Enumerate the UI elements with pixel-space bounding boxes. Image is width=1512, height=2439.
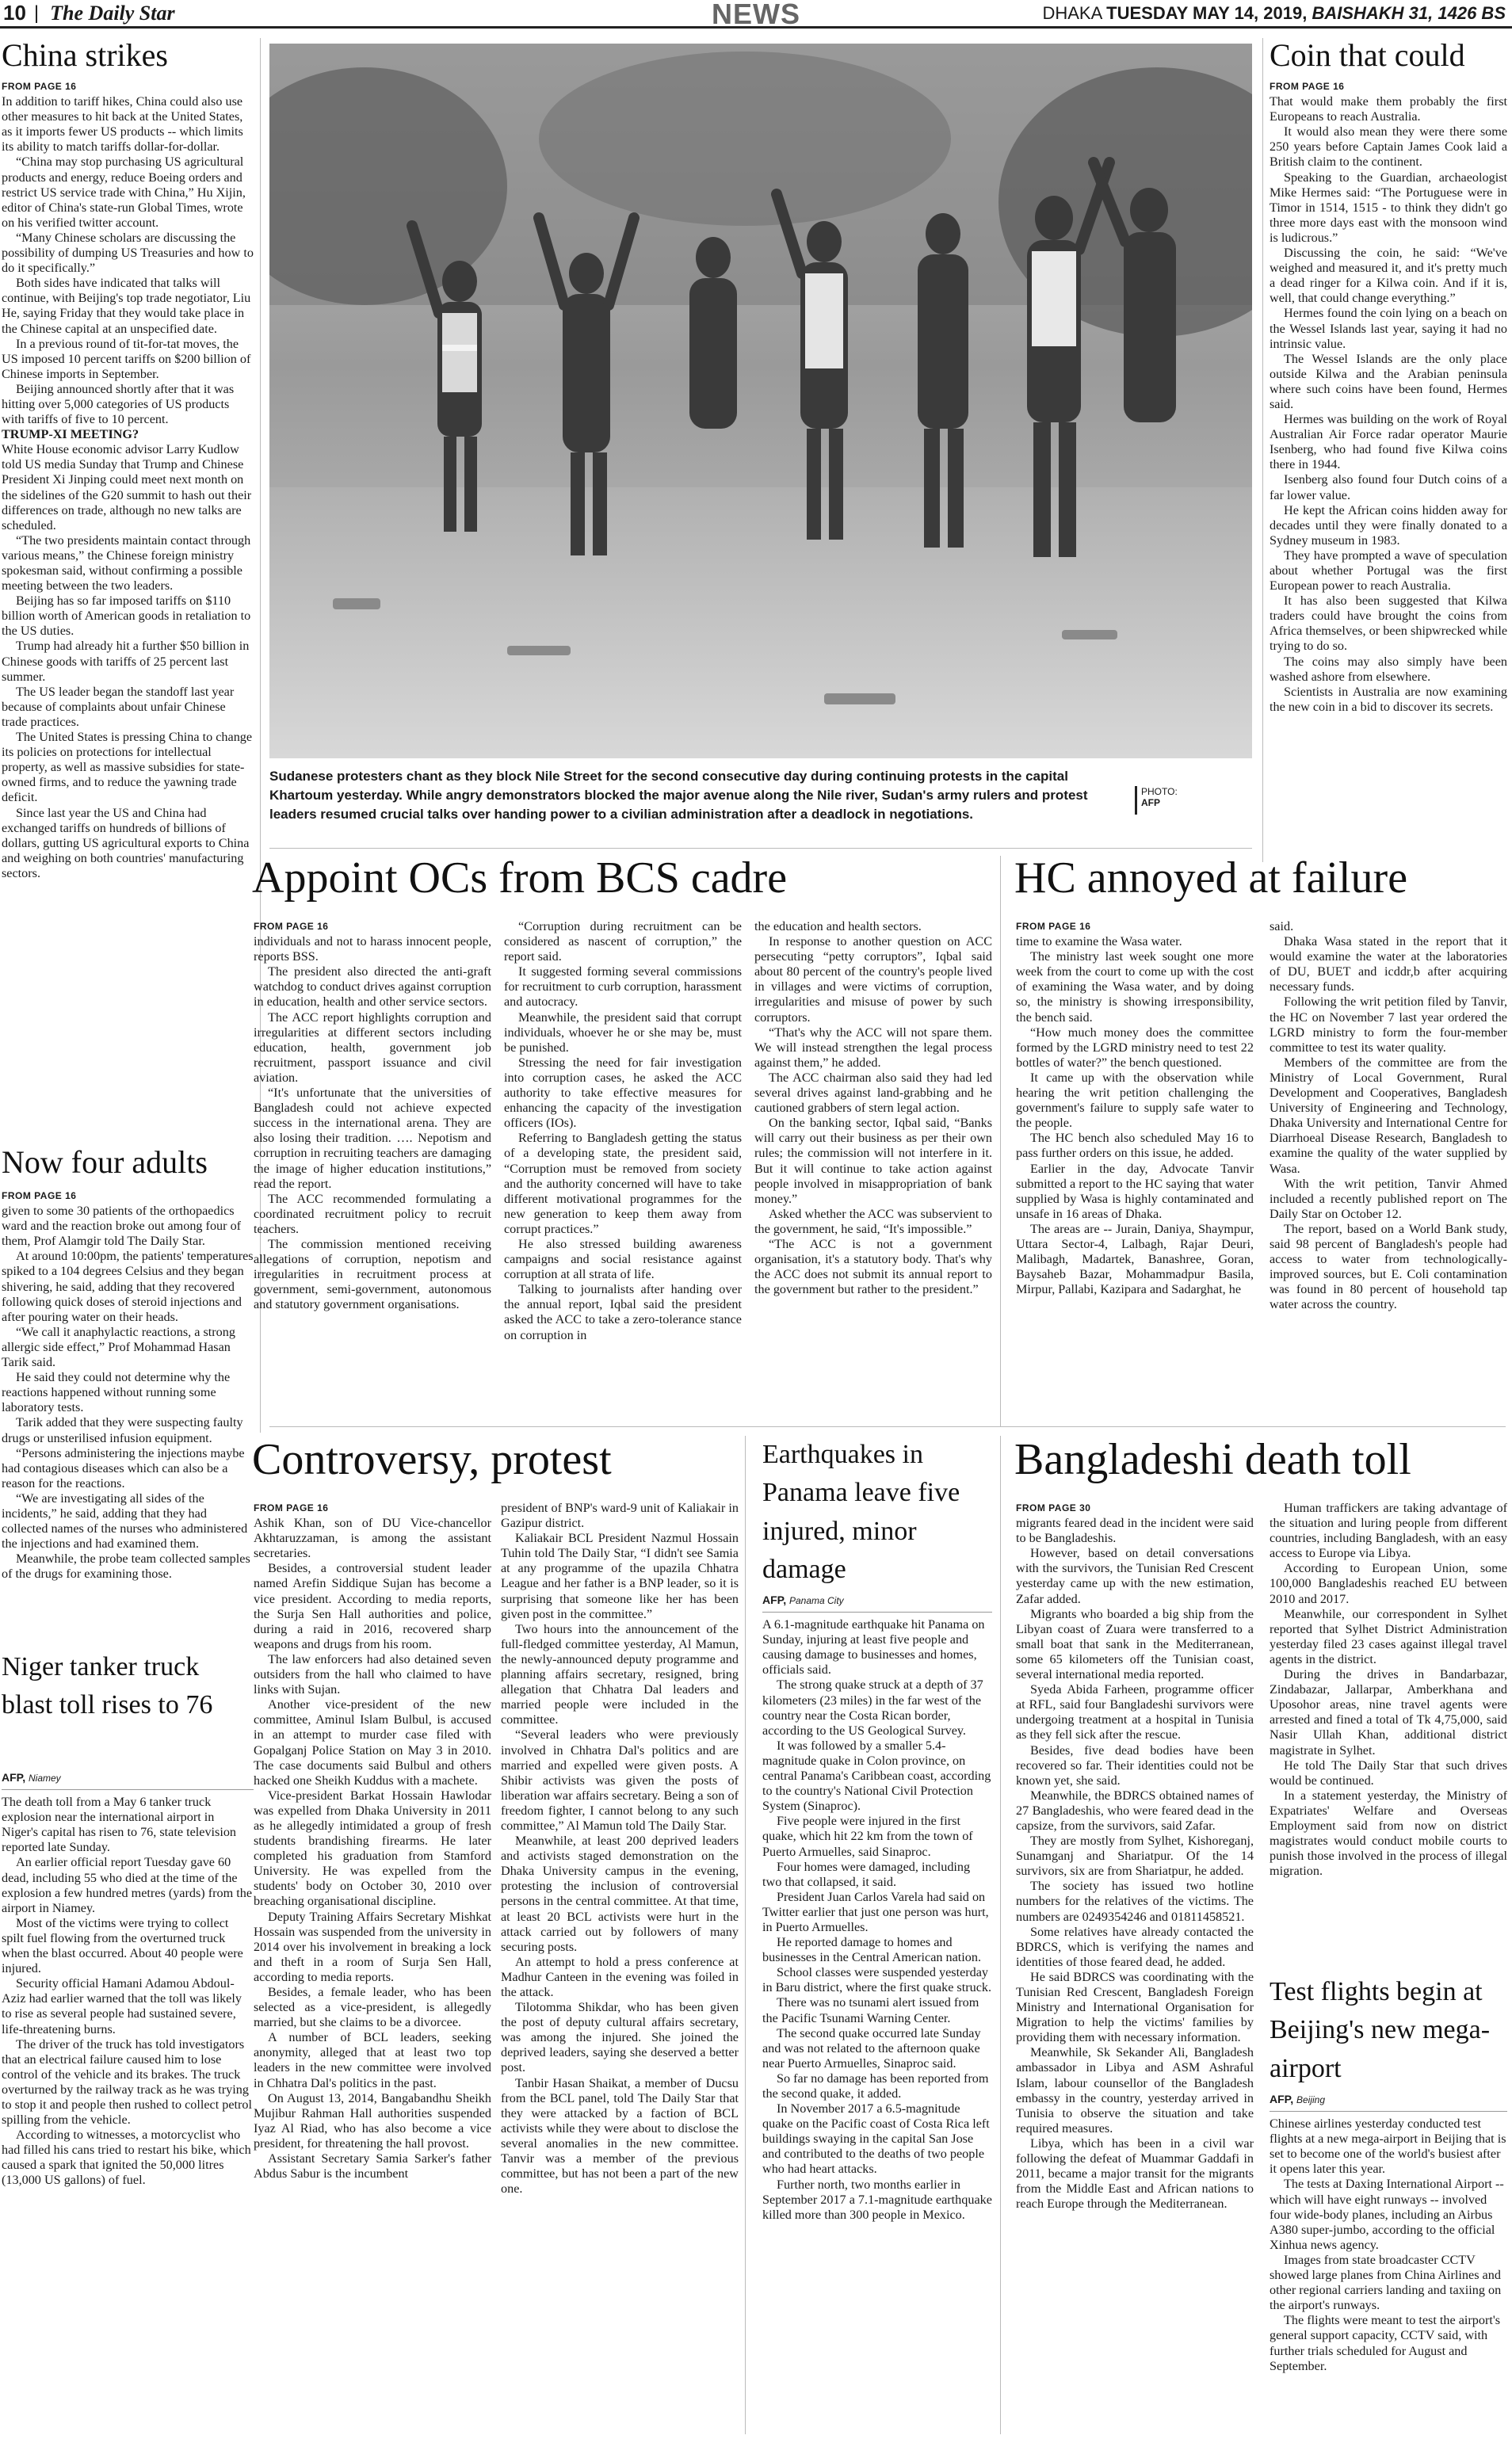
byline-rule — [2, 1789, 254, 1790]
paragraph: Meanwhile, at least 200 deprived leaders and activists staged demonstration on the Dhaka University campus in the evening, protesting the inclusion of controversial persons in the central committee. At that time, at least 20 BCL activists were hurt in the attack carried out by followers of many securing posts. — [501, 1834, 739, 1954]
column-rule — [745, 1436, 746, 2434]
controversy-column-2 — [501, 1501, 739, 2436]
paragraph: He said they could not determine why the reactions happened without running some laboratory tests. — [2, 1370, 231, 1415]
paragraph: the education and health sectors. — [754, 919, 922, 933]
byline-rule — [1270, 2111, 1507, 2112]
paragraph: Besides, five dead bodies have been recovered so far. Their identities could not be known yet, she said. — [1016, 1742, 1254, 1788]
credit-divider — [1135, 786, 1137, 815]
paragraph: Five people were injured in the first quake, which hit 22 km from the town of Puerto Armuelles, said Sinaproc. — [762, 1814, 973, 1859]
paragraph: According to witnesses, a motorcyclist who had filled his cans tried to restart his bike, which caused a spark that ignited the 50,000 litres (13,000 US gallons) of fuel. — [2, 2128, 251, 2188]
paragraph: Beijing announced shortly after that it was hitting over 5,000 categories of US products with tariffs of five to 10 percent. — [2, 381, 235, 427]
paragraph: On August 13, 2014, Bangabandhu Sheikh Mujibur Rahman Hall authorities suspended Iyaz Al Riad, who has also become a vice president, for threatening the hall provost. — [254, 2090, 491, 2151]
paragraph: Vice-president Barkat Hossain Hawlodar was expelled from Dhaka University in 2011 as he allegedly intimidated a group of fresh students brandishing firearms. He later completed his graduation from Stamford University. He was expelled from the students' body on October 30, 2010 over breaching organisational discipline. — [254, 1788, 491, 1909]
paragraph: That would make them probably the first Europeans to reach Australia. — [1270, 94, 1507, 124]
paragraph: White House economic advisor Larry Kudlow told US media Sunday that Trump and Chinese President Xi Jinping could meet next month on the sidelines of the G20 summit to hash out their differences on trade, although no new talks are scheduled. — [2, 442, 252, 532]
subhead: TRUMP-XI MEETING? — [2, 427, 139, 442]
ocs-headline: Appoint OCs from BCS cadre — [252, 853, 788, 903]
byline-place: Beijing — [1296, 2094, 1326, 2105]
paragraph: “We call it anaphylactic reactions, a strong allergic side effect,” Prof Mohammad Hasan Tarik said. — [2, 1324, 235, 1370]
flights-headline: Test flights begin at Beijing's new mega-airport — [1270, 1977, 1491, 2083]
ocs-column-2 — [504, 919, 742, 1426]
paragraph: “How much money does the committee formed by the LGRD ministry need to test 22 bottles of water?” the bench questioned. — [1016, 1025, 1254, 1070]
paragraph: individuals and not to harass innocent people, reports BSS. — [254, 934, 491, 964]
paragraph: “Many Chinese scholars are discussing the possibility of dumping US Treasuries and how to do it specifically.” — [2, 230, 254, 276]
paragraph: Two hours into the announcement of the full-fledged committee yesterday, Al Mamun, the newly-announced deputy programme and planning affairs secretary, resigned, bring allegation that Chhatra Dal leaders and married people were included in the committee. — [501, 1621, 739, 1727]
paragraph: Syeda Abida Farheen, programme officer at RFL, said four Bangladeshi survivors were undergoing treatment at a hospital in Tunisia as they fell sick after the rescue. — [1016, 1682, 1254, 1742]
byline-place: Niamey — [28, 1773, 61, 1784]
paragraph: time to examine the Wasa water. — [1016, 934, 1182, 949]
paragraph: He kept the African coins hidden away for decades until they were finally donated to a Sydney museum in 1983. — [1270, 502, 1507, 548]
paragraph: The second quake occurred late Sunday and was not related to the afternoon quake near Puerto Armuelles, Sinaproc said. — [762, 2025, 981, 2071]
paragraph: Both sides have indicated that talks will continue, with Beijing's top trade negotiator, Liu He, saying Friday that they would take place in the Chinese capital at an unspecified date. — [2, 276, 251, 336]
paragraph: According to European Union, some 100,000 Bangladeshis reached EU between 2010 and 2017. — [1270, 1561, 1507, 1606]
paragraph: “The two presidents maintain contact through various means,” the Chinese foreign ministry spokesman said, without confirming a possible meeting between the two leaders. — [2, 532, 251, 594]
death-column-1 — [1016, 1501, 1254, 2436]
paragraph: On the banking sector, Iqbal said, “Banks will carry out their business as per their own rules; the commission will not interfere in it. But it will continue to take action against people involved in misappropriation of bank money.” — [754, 1116, 992, 1206]
paragraph: The ACC recommended formulating a coordinated recruitment policy to recruit teachers. — [254, 1191, 491, 1236]
paragraph: Kaliakair BCL President Nazmul Hossain Tuhin told The Daily Star, “I didn't see Samia at any programme of the upazila Chhatra League and her father is a BNP leader, so it is surprising that someone like her has been given post in the committee.” — [501, 1531, 739, 1621]
paragraph: Following the writ petition filed by Tanvir, the HC on November 7 last year ordered the LGRD ministry to form the four-member committee to test its water quality. — [1270, 994, 1507, 1055]
paragraph: The law enforcers had also detained seven outsiders from the hall who claimed to have links with Sujan. — [254, 1651, 491, 1697]
byline — [1270, 2092, 1507, 2108]
paragraph: The US leader began the standoff last year because of complaints about unfair Chinese trade practices. — [2, 684, 235, 729]
paragraph: Discussing the coin, he said: “We've weighed and measured it, and it's pretty much a dead ringer for a Kilwa coin. And if it is, well, that could change everything.” — [1270, 246, 1507, 306]
dateline-bangla: BAISHAKH 31, 1426 BS — [1312, 3, 1506, 23]
quake-article — [762, 1593, 992, 2436]
paragraph: However, based on detail conversations with the survivors, the Tunisian Red Crescent yesterday came up with the new estimation, Zafar added. — [1016, 1546, 1254, 1606]
paragraph: Some relatives have already contacted the BDRCS, which is verifying the names and identities of those feared dead, he added. — [1016, 1924, 1254, 1969]
paragraph: migrants feared dead in the incident were said to be Bangladeshis. — [1016, 1516, 1254, 1546]
paragraph: The president also directed the anti-graft watchdog to conduct drives against corruption in education, health and other service sectors. — [254, 964, 491, 1010]
ocs-column-1 — [254, 919, 491, 1426]
paragraph: In November 2017 a 6.5-magnitude quake on the Pacific coast of Costa Rica left buildings swaying in the capital San Jose and contributed to the deaths of two people who had heart attacks. — [762, 2101, 990, 2177]
byline-rule — [762, 1612, 992, 1613]
from-page: FROM PAGE 16 — [2, 1190, 77, 1201]
byline-agency: AFP, — [2, 1771, 26, 1784]
byline-agency: AFP, — [762, 1594, 787, 1606]
paragraph: It would also mean they were there some 250 years before Captain James Cook laid a British claim to the continent. — [1270, 124, 1507, 170]
from-page: FROM PAGE 16 — [254, 921, 329, 932]
paragraph: During the drives in Bandarbazar, Zindabazar, Jallarpar, Amberkhana and Uposohor areas, nine travel agents were arrested and fined a total of Tk 4,75,000, said Nasir Ullah Khan, additional district magistrate in Sylhet. — [1270, 1667, 1507, 1758]
china-article — [2, 79, 254, 1137]
protest-photo — [269, 44, 1252, 758]
from-page: FROM PAGE 16 — [2, 81, 77, 92]
paragraph: It came up with the observation while hearing the writ petition challenging the government's failure to supply safe water to the people. — [1016, 1070, 1254, 1131]
paragraph: He reported damage to homes and businesses in the Central American nation. — [762, 1935, 982, 1965]
paragraph: The driver of the truck has told investigators that an electrical failure caused him to lose control of the vehicle and its brakes. The truck overturned by the railway track as he was trying to stop it and people then rushed to collect petrol spilling from the vehicle. — [2, 2036, 253, 2128]
column-rule — [1000, 1436, 1001, 2434]
paragraph: Speaking to the Guardian, archaeologist Mike Hermes said: “The Portuguese were in Timor in 1514, 1515 - to think they didn't go three more days east with the monsoon wind is ludicrous.” — [1270, 170, 1507, 245]
paragraph: In a previous round of tit-for-tat moves, the US imposed 10 percent tariffs on $200 billion of Chinese imports in September. — [2, 336, 251, 381]
paragraph: There was no tsunami alert issued from the Pacific Tsunami Warning Center. — [762, 1995, 979, 2025]
paragraph: The report, based on a World Bank study, said 98 percent of Bangladesh's people had access to water from technologically-improved sources, but E. Coli contamination was found in 80 percent of household tap water across the country. — [1270, 1221, 1507, 1312]
paragraph: Images from state broadcaster CCTV showed large planes from China Airlines and other regional carriers landing and taxiing on the airport's runways. — [1270, 2252, 1502, 2313]
from-page: FROM PAGE 16 — [1270, 81, 1345, 92]
paragraph: In addition to tariff hikes, China could also use other measures to hit back at the United States, as it imports fewer US products -- which limits its ability to match tariffs dollar-for-dollar. — [2, 94, 243, 155]
paragraph: Assistant Secretary Samia Sarker's father Abdus Sabur is the incumbent — [254, 2151, 491, 2181]
paragraph: Another vice-president of the new committee, Aminul Islam Bulbul, is accused in an attempt to murder case filed with Gopalganj Police Station on May 3 in 2010. The case documents said Bulbul and others hacked one Sheikh Kuddus with a machete. — [254, 1697, 491, 1788]
paragraph: The United States is pressing China to change its policies on protections for intellectual property, as well as massive subsidies for state-owned firms, and to reduce the yawning trade deficit. — [2, 730, 253, 805]
hc-headline: HC annoyed at failure — [1014, 853, 1408, 903]
paragraph: The areas are -- Jurain, Daniya, Shaympur, Uttara Sector-4, Lalbagh, Rajar Deuri, Malibagh, Madartek, Banashree, Goran, Baysaheb Bazar, Mohammadpur Basila, Mirpur, Pallabi, Kazipara and Sadarghat, he — [1016, 1221, 1254, 1297]
paragraph: Tilotomma Shikdar, who has been given the post of deputy cultural affairs secretary, was among the injured. She joined the deprived leaders, saying she deserved a better post. — [501, 2000, 739, 2075]
paragraph: “Several leaders who were previously involved in Chhatra Dal's politics and are married and expelled were given posts. A Shibir activists was given the posts of liberation war affairs secretary. Being a son of freedom fighter, I cannot belong to any such committee,” Al Mamun told The Daily Star. — [501, 1727, 739, 1833]
ocs-column-3 — [754, 919, 992, 1426]
paragraph: A number of BCL leaders, seeking anonymity, alleged that at least two top leaders in the new committee were involved in Chhatra Dal's politics in the past. — [254, 2030, 491, 2090]
paragraph: At around 10:00pm, the patients' temperatures spiked to a 104 degrees Celsius and they began shivering, he said, adding that they recovered following quick doses of steroid injections and after pouring water on their heads. — [2, 1249, 254, 1324]
photo-credit — [1141, 786, 1178, 808]
paragraph: The strong quake struck at a depth of 37 kilometers (23 miles) in the far west of the country near the Costa Rican border, according to the US Geological Survey. — [762, 1678, 983, 1738]
paragraph: Talking to journalists after handing over the annual report, Iqbal said the president asked the ACC to take a zero-tolerance stance on corruption in — [504, 1282, 742, 1342]
paragraph: In a statement yesterday, the Ministry of Expatriates' Welfare and Overseas Employment said from now on district magistrates would conduct mobile courts to punish those involved in the process of illegal migration. — [1270, 1788, 1507, 1879]
column-rule — [1262, 38, 1263, 862]
credit-source: AFP — [1141, 797, 1160, 808]
byline-agency: AFP, — [1270, 2093, 1294, 2105]
paragraph: Meanwhile, our correspondent in Sylhet reported that Sylhet District Administration yesterday filed 23 cases against illegal travel agents in the district. — [1270, 1606, 1507, 1666]
paragraph: Tanbir Hasan Shaikat, a member of Ducsu from the BCL panel, told The Daily Star that they were attacked by a faction of BCL activists while they were about to disclose the several anomalies in the new committee. Tanvir was a member of the previous committee, but has not been a part of the new one. — [501, 2075, 739, 2197]
paragraph: “That's why the ACC will not spare them. We will instead strengthen the legal process against them,” he added. — [754, 1025, 992, 1070]
paragraph: Since last year the US and China had exchanged tariffs on hundreds of billions of dollars, gutting US agricultural exports to China and weighing on both countries' manufacturing sectors. — [2, 805, 250, 880]
paragraph: Members of the committee are from the Ministry of Local Government, Rural Development and Cooperatives, Bangladesh University of Engineering and Technology, Dhaka University and International Centre for Diarrhoeal Disease Research, Bangladesh to examine the quality of the water supplied by Wasa. — [1270, 1055, 1507, 1176]
paragraph: So far no damage has been reported from the second quake, it added. — [762, 2071, 989, 2101]
paragraph: It has also been suggested that Kilwa traders could have brought the coins from Africa themselves, or been shipwrecked while trying to do so. — [1270, 594, 1507, 654]
paragraph: Migrants who boarded a big ship from the Libyan coast of Zuara were transferred to a small boat that sank in the Mediterranean, some 65 kilometers off the Tunisian coast, several international media reported. — [1016, 1606, 1254, 1682]
paragraph: said. — [1270, 919, 1294, 933]
paragraph: Besides, a controversial student leader named Arefin Siddique Sujan has become a vice president. According to media reports, the Surja Sen Hall authorities and police, during a raid in 2016, recovered sharp weapons and drugs from his room. — [254, 1561, 491, 1651]
adults-article — [2, 1189, 254, 1644]
paragraph: Ashik Khan, son of DU Vice-chancellor Akhtaruzzaman, is among the assistant secretaries. — [254, 1516, 491, 1561]
paragraph: It suggested forming several commissions for recruitment to curb corruption, harassment and autocracy. — [504, 964, 742, 1010]
paragraph: Meanwhile, the probe team collected samples of the drugs for examining those. — [2, 1552, 250, 1582]
dateline — [1042, 3, 1506, 24]
paragraph: Beijing has so far imposed tariffs on $110 billion worth of American goods in retaliation to the US duties. — [2, 594, 251, 639]
byline — [2, 1770, 254, 1786]
paragraph: Tarik added that they were suspecting faulty drugs or unsterilised infusion equipment. — [2, 1415, 243, 1445]
from-page: FROM PAGE 16 — [254, 1502, 329, 1513]
paragraph: Security official Hamani Adamou Abdoul-Aziz had earlier warned that the toll was likely to rise as several people had sustained severe, life-threatening burns. — [2, 1976, 242, 2036]
paragraph: “The ACC is not a government organisation, it's a statutory body. That's why the ACC does not submit its annual report to the government but rather to the president.” — [754, 1236, 992, 1297]
paragraph: The ministry last week sought one more week from the court to come up with the cost of examining the Wasa water, and by doing so, the ministry is showing irresponsibility, the bench said. — [1016, 949, 1254, 1025]
controversy-headline: Controversy, protest — [252, 1435, 612, 1484]
credit-label: PHOTO: — [1141, 786, 1178, 797]
photo-caption: Sudanese protesters chant as they block Nile Street for the second consecutive day during continuing protests in the capital Khartoum yesterday. While angry demonstrators blocked the major avenue along the Nile river, Sudan's army rulers and protest leaders resumed crucial talks over handing power to a civilian administration after a deadlock in negotiations. — [269, 769, 1088, 822]
paragraph: The flights were meant to test the airport's general support capacity, CCTV said, with further trials scheduled for August and September. — [1270, 2313, 1501, 2373]
paragraph: Further north, two months earlier in September 2017 a 7.1-magnitude earthquake killed more than 300 people in Mexico. — [762, 2177, 992, 2222]
paragraph: “Corruption during recruitment can be considered as nascent of corruption,” the report said. — [504, 919, 742, 964]
paragraph: The commission mentioned receiving allegations of corruption, nepotism and irregularities in recruitment process at government, semi-government, autonomous and statutory government organisations. — [254, 1236, 491, 1312]
paragraph: Referring to Bangladesh getting the status of a developing state, the president said, “Corruption must be removed from society and the authority concerned will have to take different motivational programmes for the new generation to keep them away from corrupt practices.” — [504, 1131, 742, 1236]
paragraph: Trump had already hit a further $50 billion in Chinese goods with tariffs of 25 percent last summer. — [2, 639, 250, 684]
byline — [762, 1593, 992, 1609]
hc-column-1 — [1016, 919, 1254, 1426]
paragraph: He said BDRCS was coordinating with the Tunisian Red Crescent, Bangladesh Foreign Ministry and International Organisation for Migration to help the victims' families by providing them with necessary information. — [1016, 1969, 1254, 2045]
coin-article — [1270, 79, 1507, 852]
masthead-divider: | — [33, 2, 40, 24]
byline-place: Panama City — [788, 1595, 844, 1606]
from-page: FROM PAGE 30 — [1016, 1502, 1091, 1513]
flights-article — [1270, 2092, 1507, 2436]
paragraph: “Persons administering the injections maybe had contagious diseases which can also be a reason for the reactions. — [2, 1445, 245, 1490]
paragraph: The Wessel Islands are the only place outside Kilwa and the Arabian peninsula where such coins have been found, Hermes said. — [1270, 351, 1507, 411]
paragraph: Hermes found the coin lying on a beach on the Wessel Islands last year, saying it had no intrinsic value. — [1270, 306, 1507, 351]
paragraph: Dhaka Wasa stated in the report that it would examine the water at the laboratories of DU, BUET and icddr,b after acquiring necessary funds. — [1270, 934, 1507, 994]
paragraph: Asked whether the ACC was subservient to the government, he said, “It's impossible.” — [754, 1206, 992, 1236]
paragraph: An attempt to hold a press conference at Madhur Canteen in the evening was foiled in the attack. — [501, 1954, 739, 1999]
paragraph: They have prompted a wave of speculation about whether Portugal was the first European power to reach Australia. — [1270, 548, 1507, 594]
quake-headline: Earthquakes in Panama leave five injured, minor damage — [762, 1440, 960, 1584]
hc-column-2 — [1270, 919, 1507, 1426]
paragraph: In response to another question on ACC persecuting “petty corruptors”, Iqbal said about 80 percent of the country's people lived in villages and were victims of corruption, irregularities and misuse of power by such corruptors. — [754, 934, 992, 1025]
paragraph: School classes were suspended yesterday in Baru district, where the first quake struck. — [762, 1965, 992, 1995]
page-number: 10 — [3, 1, 26, 25]
paragraph: Libya, which has been in a civil war following the defeat of Muammar Gaddafi in 2011, became a major transit for the migrants from the Middle East and African nations to reach Europe through the Mediterranean. — [1016, 2136, 1254, 2212]
paragraph: An earlier official report Tuesday gave 60 dead, including 55 who died at the time of the explosion a few hundred metres (yards) from the airport in Niamey. — [2, 1855, 253, 1915]
paragraph: With the writ petition, Tanvir Ahmed included a recently published report on The Daily Star on October 12. — [1270, 1176, 1507, 1221]
column-rule — [1000, 856, 1001, 1426]
niger-article — [2, 1770, 254, 2436]
paragraph: “China may stop purchasing US agricultural products and energy, reduce Boeing orders and restrict US service trade with China,” Hu Xijin, editor of China's state-run Global Times, wrote on his verified twitter account. — [2, 155, 246, 230]
section-rule — [269, 848, 1252, 849]
paragraph: The coins may also simply have been washed ashore from elsewhere. — [1270, 654, 1507, 684]
paragraph: Human traffickers are taking advantage of the situation and luring people from different countries, including Bangladesh, with an easy access to Europe via Libya. — [1270, 1501, 1507, 1561]
protest-photo-image — [269, 44, 1252, 758]
paragraph: He told The Daily Star that such drives would be continued. — [1270, 1758, 1507, 1788]
paragraph: They are mostly from Sylhet, Kishoreganj, Sunamganj and Shariatpur. Of the 14 survivors, six are from Shariatpur, he added. — [1016, 1834, 1254, 1879]
paragraph: Most of the victims were trying to collect spilt fuel flowing from the overturned truck when the blast occurred. About 40 people were injured. — [2, 1915, 243, 1976]
paragraph: It was followed by a smaller 5.4-magnitude quake in Colon province, on central Panama's Caribbean coast, according to the country's National Civil Protection System (Sinaproc). — [762, 1738, 991, 1814]
adults-headline: Now four adults — [2, 1144, 208, 1180]
paragraph: Four homes were damaged, including two that collapsed, it said. — [762, 1859, 971, 1889]
paragraph: Chinese airlines yesterday conducted test flights at a new mega-airport in Beijing that is set to become one of the world's busiest after it opens later this year. — [1270, 2116, 1506, 2177]
coin-headline: Coin that could — [1270, 37, 1465, 73]
paragraph: The ACC chairman also said they had led several drives against land-grabbing and he cautioned grabbers of stern legal action. — [754, 1070, 992, 1116]
paragraph: Earlier in the day, Advocate Tanvir submitted a report to the HC saying that water supplied by Wasa is highly contaminated and unsafe in 16 areas of Dhaka. — [1016, 1161, 1254, 1221]
paragraph: The society has issued two hotline numbers for the relatives of the victims. The numbers are 0249354246 and 01811458521. — [1016, 1879, 1254, 1924]
from-page: FROM PAGE 16 — [1016, 921, 1091, 932]
paragraph: Meanwhile, the president said that corrupt individuals, whoever he or she may be, must be punished. — [504, 1010, 742, 1055]
paragraph: A 6.1-magnitude earthquake hit Panama on Sunday, injuring at least five people and causing damage to businesses and homes, officials said. — [762, 1617, 985, 1678]
paragraph: Stressing the need for fair investigation into corruption cases, he asked the ACC authority to take effective measures for enhancing the capacity of the investigation officers (IOs). — [504, 1055, 742, 1131]
paragraph: The HC bench also scheduled May 16 to pass further orders on this issue, he added. — [1016, 1131, 1254, 1161]
section-title: NEWS — [712, 0, 800, 30]
niger-headline: Niger tanker truck blast toll rises to 76 — [2, 1652, 213, 1720]
paragraph: Hermes was building on the work of Royal Australian Air Force radar operator Maurie Isenberg, who had found five Kilwa coins there in 1944. — [1270, 412, 1507, 472]
paragraph: Meanwhile, Sk Sekander Ali, Bangladesh ambassador in Libya and ASM Ashraful Islam, labour counsellor of the Bangladesh embassy in the country, yesterday arrived in Tunisia to observe the situation and take required measures. — [1016, 2045, 1254, 2136]
china-headline: China strikes — [2, 37, 168, 73]
paragraph: “It's unfortunate that the universities of Bangladesh could not achieve expected success in the international arena. They are also losing their tradition. …. Nepotism and corruption in recruiting teachers are damaging the image of higher education institutions,” read the report. — [254, 1086, 491, 1191]
paragraph: President Juan Carlos Varela had said on Twitter earlier that just one person was hurt, in Puerto Armuelles. — [762, 1889, 989, 1934]
paragraph: The ACC report highlights corruption and irregularities at different sectors including education, health, government job recruitment, passport issuance and civil aviation. — [254, 1010, 491, 1085]
paragraph: Isenberg also found four Dutch coins of a far lower value. — [1270, 472, 1507, 502]
paragraph: Meanwhile, the BDRCS obtained names of 27 Bangladeshis, who were feared dead in the capsize, from the survivors, said Zafar. — [1016, 1788, 1254, 1833]
paragraph: “We are investigating all sides of the incidents,” he said, adding that they had collected names of the nurses who administered the injections and had examined them. — [2, 1490, 248, 1552]
paragraph: Scientists in Australia are now examining the new coin in a bid to discover its secrets. — [1270, 684, 1507, 714]
section-rule — [269, 1426, 1506, 1427]
paragraph: Besides, a female leader, who has been selected as a vice-president, is allegedly married, but she claims to be a divorcee. — [254, 1985, 491, 2030]
paragraph: Deputy Training Affairs Secretary Mishkat Hossain was suspended from the university in 2014 over his involvement in breaking a lock and theft in a room of Surja Sen Hall, according to media reports. — [254, 1909, 491, 1984]
paragraph: given to some 30 patients of the orthopaedics ward and the reaction broke out among four of them, Prof Alamgir told The Daily Star. — [2, 1204, 242, 1249]
dateline-date: TUESDAY MAY 14, 2019, — [1106, 3, 1308, 23]
controversy-column-1 — [254, 1501, 491, 2436]
paragraph: He also stressed building awareness campaigns and social resistance against corruption at all strata of life. — [504, 1236, 742, 1282]
paper-name: The Daily Star — [50, 1, 175, 25]
paragraph: The death toll from a May 6 tanker truck explosion near the international airport in Niger's capital has risen to 76, state television reported late Sunday. — [2, 1795, 237, 1855]
dateline-city: DHAKA — [1042, 3, 1102, 23]
death-column-2 — [1270, 1501, 1507, 1976]
death-headline: Bangladeshi death toll — [1014, 1435, 1411, 1484]
paragraph: The tests at Daxing International Airport -- which will have eight runways -- involved four wide-body planes, including an Airbus A380 super-jumbo, according to the official Xinhua news agency. — [1270, 2177, 1504, 2252]
paragraph: president of BNP's ward-9 unit of Kaliakair in Gazipur district. — [501, 1501, 739, 1531]
